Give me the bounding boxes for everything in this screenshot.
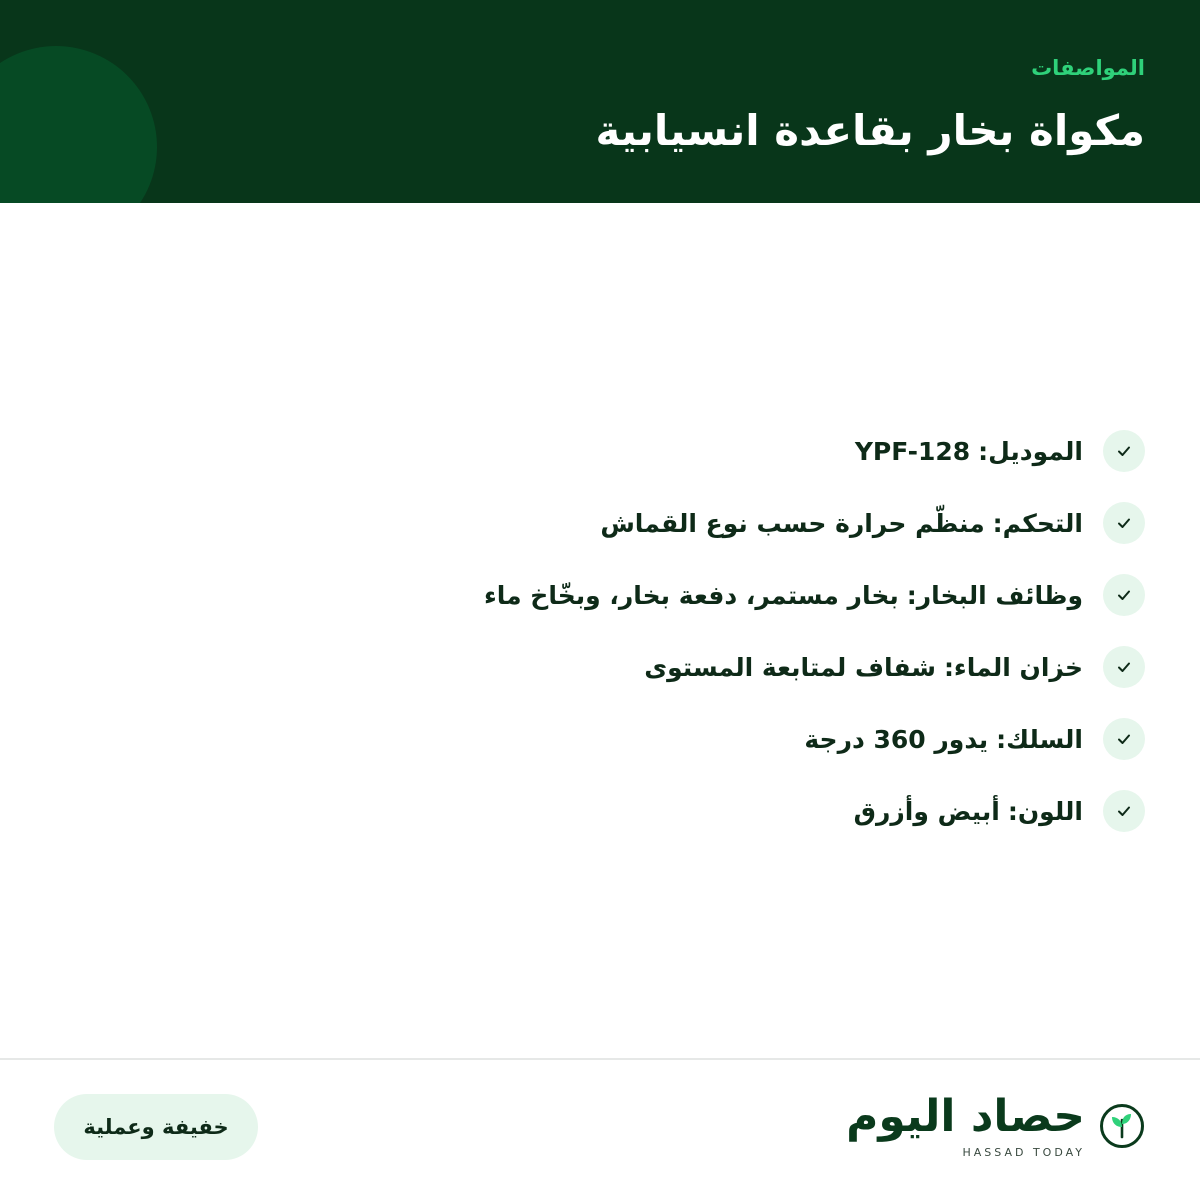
check-icon	[1103, 502, 1145, 544]
brand-name: حصاد اليوم	[846, 1091, 1085, 1142]
spec-value: بخار مستمر، دفعة بخار، وبخّاخ ماء	[483, 580, 899, 610]
section-eyebrow: المواصفات	[1031, 56, 1145, 80]
spec-text	[854, 797, 1083, 826]
spec-label: اللون:	[1007, 796, 1083, 826]
spec-label: السلك:	[996, 724, 1083, 754]
spec-label: خزان الماء:	[943, 652, 1083, 682]
check-icon	[1103, 790, 1145, 832]
spec-text	[644, 653, 1083, 682]
spec-label: التحكم:	[992, 508, 1083, 538]
spec-text	[600, 509, 1083, 538]
check-icon	[1103, 430, 1145, 472]
leaf-icon	[1099, 1103, 1145, 1149]
spec-label: الموديل:	[978, 436, 1083, 466]
header-banner	[0, 0, 1200, 203]
spec-value: منظّم حرارة حسب نوع القماش	[600, 508, 985, 538]
list-item	[425, 573, 1145, 617]
check-icon	[1103, 574, 1145, 616]
spec-label: وظائف البخار:	[906, 580, 1083, 610]
list-item	[425, 717, 1145, 761]
page-title: مكواة بخار بقاعدة انسيابية	[595, 106, 1145, 155]
feature-badge: خفيفة وعملية	[54, 1094, 258, 1160]
list-item	[425, 429, 1145, 473]
spec-text	[804, 725, 1083, 754]
spec-text	[484, 581, 1083, 610]
decorative-circle	[0, 46, 157, 203]
spec-list	[425, 429, 1145, 861]
brand-tagline: HASSAD TODAY	[962, 1146, 1085, 1159]
spec-value: أبيض وأزرق	[853, 796, 1000, 826]
spec-value: YPF-128	[854, 436, 971, 466]
list-item	[425, 645, 1145, 689]
check-icon	[1103, 646, 1145, 688]
list-item	[425, 789, 1145, 833]
check-icon	[1103, 718, 1145, 760]
spec-value: شفاف لمتابعة المستوى	[644, 652, 936, 682]
spec-value: يدور 360 درجة	[804, 724, 989, 754]
brand-logo	[846, 1092, 1145, 1159]
list-item	[425, 501, 1145, 545]
footer-divider	[0, 1058, 1200, 1060]
spec-text	[855, 437, 1083, 466]
